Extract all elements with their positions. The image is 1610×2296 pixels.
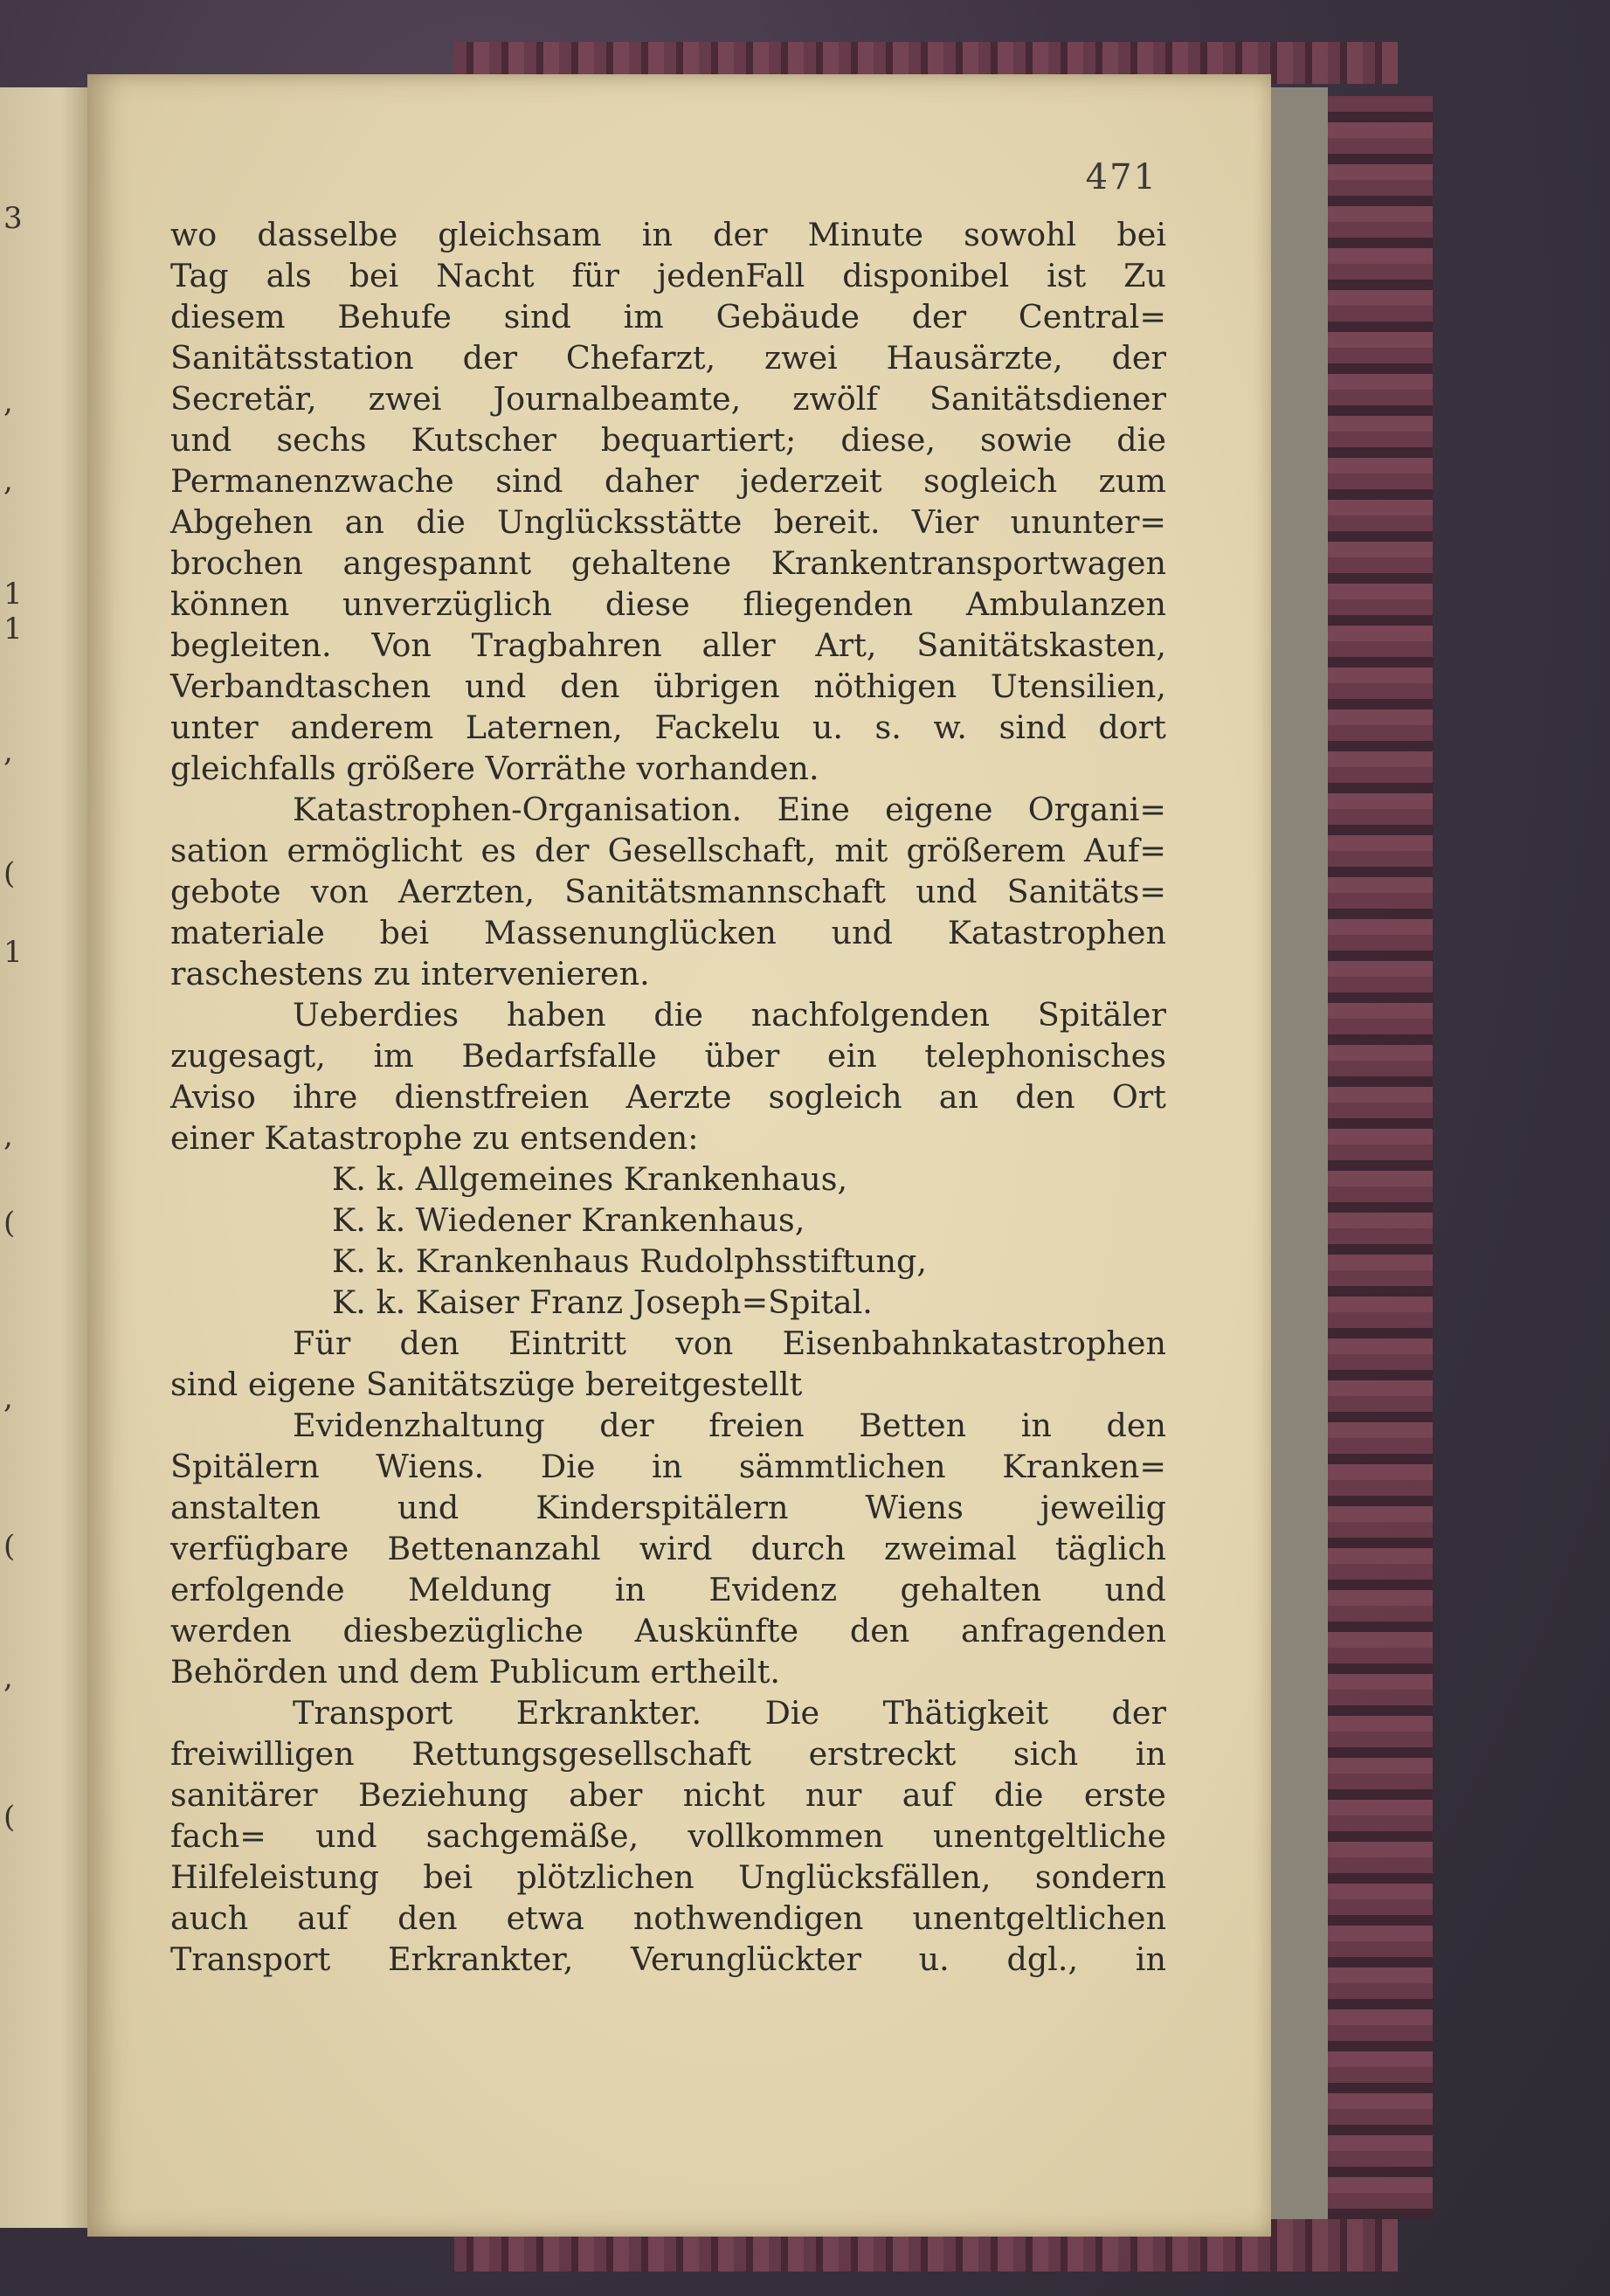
margin-mark: ( [3, 856, 16, 891]
margin-mark: , [3, 734, 13, 769]
text-line: sation ermöglicht es der Gesellschaft, mit größerem Auf= [170, 832, 1166, 869]
text-line: materiale bei Massenunglücken und Katastrophen [170, 914, 1166, 951]
text-line: Aviso ihre dienstfreien Aerzte sogleich an den Ort [170, 1078, 1166, 1116]
text-line: auch auf den etwa nothwendigen unentgeltlichen [170, 1899, 1166, 1937]
text-line: werden diesbezügliche Auskünfte den anfragenden [170, 1612, 1166, 1649]
text-line: einer Katastrophe zu entsenden: [170, 1119, 699, 1157]
text-line: Sanitätsstation der Chefarzt, zwei Hausärzte, der [170, 339, 1166, 377]
text-line: K. k. Wiedener Krankenhaus, [332, 1201, 805, 1239]
text-line: K. k. Krankenhaus Rudolphsstiftung, [332, 1242, 927, 1280]
text-line: erfolgende Meldung in Evidenz gehalten und [170, 1571, 1166, 1608]
text-line: K. k. Kaiser Franz Joseph=Spital. [332, 1283, 873, 1321]
text-line: Verbandtaschen und den übrigen nöthigen Utensilien, [170, 667, 1166, 705]
text-line: Für den Eintritt von Eisenbahnkatastrophen [293, 1324, 1166, 1362]
margin-mark: 1 [3, 612, 23, 647]
text-line: können unverzüglich diese fliegenden Ambulanzen [170, 585, 1166, 623]
text-line: Katastrophen-Organisation. Eine eigene Organi= [293, 791, 1166, 828]
text-line: Spitälern Wiens. Die in sämmtlichen Kranken= [170, 1448, 1166, 1485]
text-line: Transport Erkrankter, Verunglückter u. dgl., in [170, 1940, 1166, 1978]
margin-mark: , [3, 384, 13, 419]
page-edge-stack [1267, 87, 1328, 2219]
text-line: sanitärer Beziehung aber nicht nur auf die erste [170, 1776, 1166, 1814]
text-line: Ueberdies haben die nachfolgenden Spitäler [293, 996, 1166, 1034]
text-line: anstalten und Kinderspitälern Wiens jeweilig [170, 1489, 1166, 1526]
book-page [87, 74, 1271, 2237]
text-line: Secretär, zwei Journalbeamte, zwölf Sanitätsdiener [170, 380, 1166, 418]
text-line: gleichfalls größere Vorräthe vorhanden. [170, 750, 819, 787]
text-line: Transport Erkrankter. Die Thätigkeit der [293, 1694, 1166, 1732]
text-line: diesem Behufe sind im Gebäude der Central= [170, 298, 1166, 335]
text-line: Behörden und dem Publicum ertheilt. [170, 1653, 780, 1691]
text-line: gebote von Aerzten, Sanitätsmannschaft und Sanitäts= [170, 873, 1166, 910]
text-line: brochen angespannt gehaltene Krankentransportwagen [170, 544, 1166, 582]
text-line: freiwilligen Rettungsgesellschaft erstreckt sich in [170, 1735, 1166, 1773]
text-line: Permanenzwache sind daher jederzeit sogleich zum [170, 462, 1166, 500]
text-line: verfügbare Bettenanzahl wird durch zweimal täglich [170, 1530, 1166, 1567]
page-text [170, 214, 1166, 1980]
text-line: begleiten. Von Tragbahren aller Art, Sanitätskasten, [170, 626, 1166, 664]
text-line: unter anderem Laternen, Fackelu u. s. w. sind dort [170, 709, 1166, 746]
text-line: Hilfeleistung bei plötzlichen Unglücksfällen, sondern [170, 1858, 1166, 1896]
margin-mark: 3 [3, 201, 23, 236]
text-line: wo dasselbe gleichsam in der Minute sowohl bei [170, 216, 1166, 253]
text-line: Evidenzhaltung der freien Betten in den [293, 1407, 1166, 1444]
margin-mark: , [3, 1660, 13, 1695]
margin-mark: 1 [3, 935, 23, 970]
text-line: sind eigene Sanitätszüge bereitgestellt [170, 1366, 803, 1403]
margin-mark: , [3, 1380, 13, 1415]
previous-page-margin-marks [0, 87, 87, 2228]
text-line: und sechs Kutscher bequartiert; diese, sowie die [170, 421, 1166, 459]
margin-mark: ( [3, 1206, 16, 1241]
text-line: Tag als bei Nacht für jedenFall disponibel ist Zu [170, 257, 1166, 294]
text-line: raschestens zu intervenieren. [170, 955, 650, 992]
text-line: zugesagt, im Bedarfsfalle über ein telephonisches [170, 1037, 1166, 1075]
margin-mark: ( [3, 1800, 16, 1835]
page-number: 471 [1085, 157, 1157, 197]
margin-mark: ( [3, 1529, 16, 1564]
marbled-board-right [1310, 96, 1433, 2219]
text-line: fach= und sachgemäße, vollkommen unentgeltliche [170, 1817, 1166, 1855]
margin-mark: 1 [3, 577, 23, 612]
margin-mark: , [3, 463, 13, 498]
text-line: Abgehen an die Unglücksstätte bereit. Vier ununter= [170, 503, 1166, 541]
text-line: K. k. Allgemeines Krankenhaus, [332, 1160, 848, 1198]
margin-mark: , [3, 1118, 13, 1153]
